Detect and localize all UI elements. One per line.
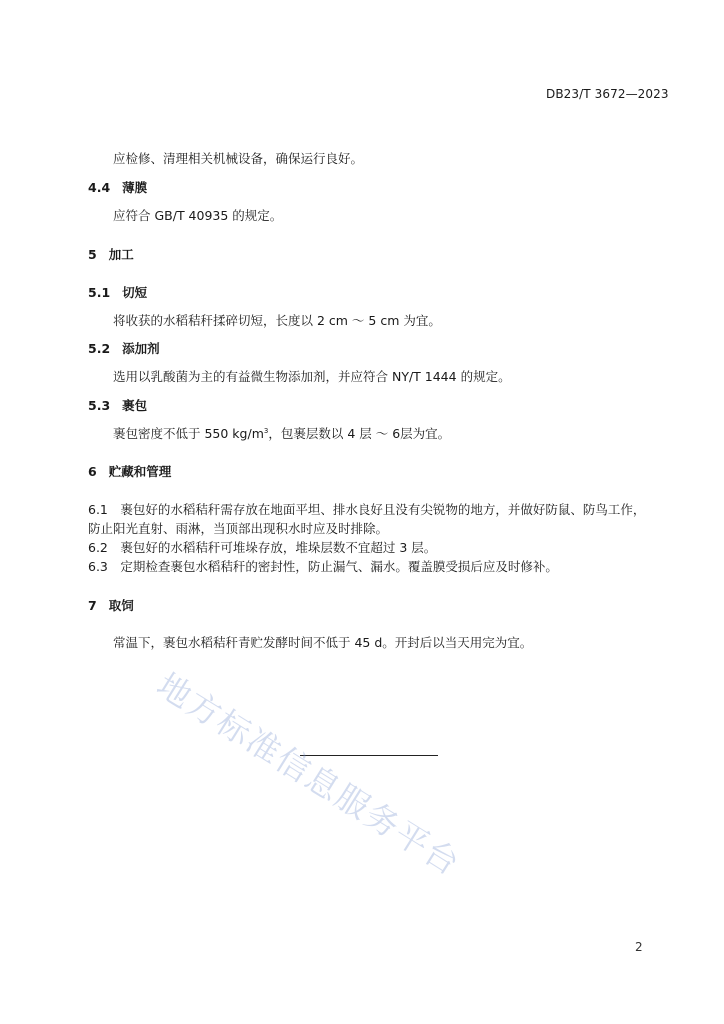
section-number: 5.2 [88,341,111,356]
watermark: 地方标准信息服务平台 [150,665,468,884]
section-number: 4.4 [88,180,111,195]
section-title: 切短 [122,285,148,300]
section-number: 5.1 [88,285,111,300]
section-title: 添加剂 [122,341,160,356]
paragraph-line: 6.2 裹包好的水稻秸秆可堆垛存放，堆垛层数不宜超过 3 层。 [88,540,437,555]
section-heading-4-4 [88,178,147,196]
section-heading-6 [88,462,171,480]
layers-text: ，包裹层数以 4 层 ～ 6层为宜。 [268,426,451,441]
section-heading-7 [88,596,134,614]
density-text: 裹包密度不低于 550 kg/m [113,426,264,441]
paragraph-line: 防止阳光直射、雨淋，当顶部出现积水时应及时排除。 [88,521,389,536]
section-title: 取饲 [108,598,134,613]
section-number: 5.3 [88,398,111,413]
paragraph-line: 选用以乳酸菌为主的有益微生物添加剂，并应符合 NY/T 1444 的规定。 [113,369,511,384]
section-title: 裹包 [122,398,148,413]
document-code: DB23/T 3672—2023 [546,87,669,101]
section-heading-5-3 [88,396,147,414]
paragraph-line: 应符合 GB/T 40935 的规定。 [113,208,283,223]
section-heading-5 [88,245,134,263]
superscript: 3 [263,426,269,435]
page-number: 2 [635,940,643,954]
section-title: 薄膜 [122,180,148,195]
paragraph-line: 将收获的水稻秸秆揉碎切短，长度以 2 cm ～ 5 cm 为宜。 [113,313,441,328]
paragraph-line: 常温下，裹包水稻秸秆青贮发酵时间不低于 45 d。开封后以当天用完为宜。 [113,635,533,650]
section-number: 7 [88,598,97,613]
section-heading-5-2 [88,339,160,357]
section-number: 6 [88,464,97,479]
section-number: 5 [88,247,97,262]
section-heading-5-1 [88,283,147,301]
section-title: 加工 [108,247,134,262]
paragraph-line [113,424,450,442]
section-title: 贮藏和管理 [108,464,172,479]
paragraph-line: 6.3 定期检查裹包水稻秸秆的密封性，防止漏气、漏水。覆盖膜受损后应及时修补。 [88,559,558,574]
paragraph-line: 6.1 裹包好的水稻秸秆需存放在地面平坦、排水良好且没有尖锐物的地方，并做好防鼠、防鸟工作， [88,502,646,517]
paragraph-line: 应检修、清理相关机械设备，确保运行良好。 [113,151,364,166]
